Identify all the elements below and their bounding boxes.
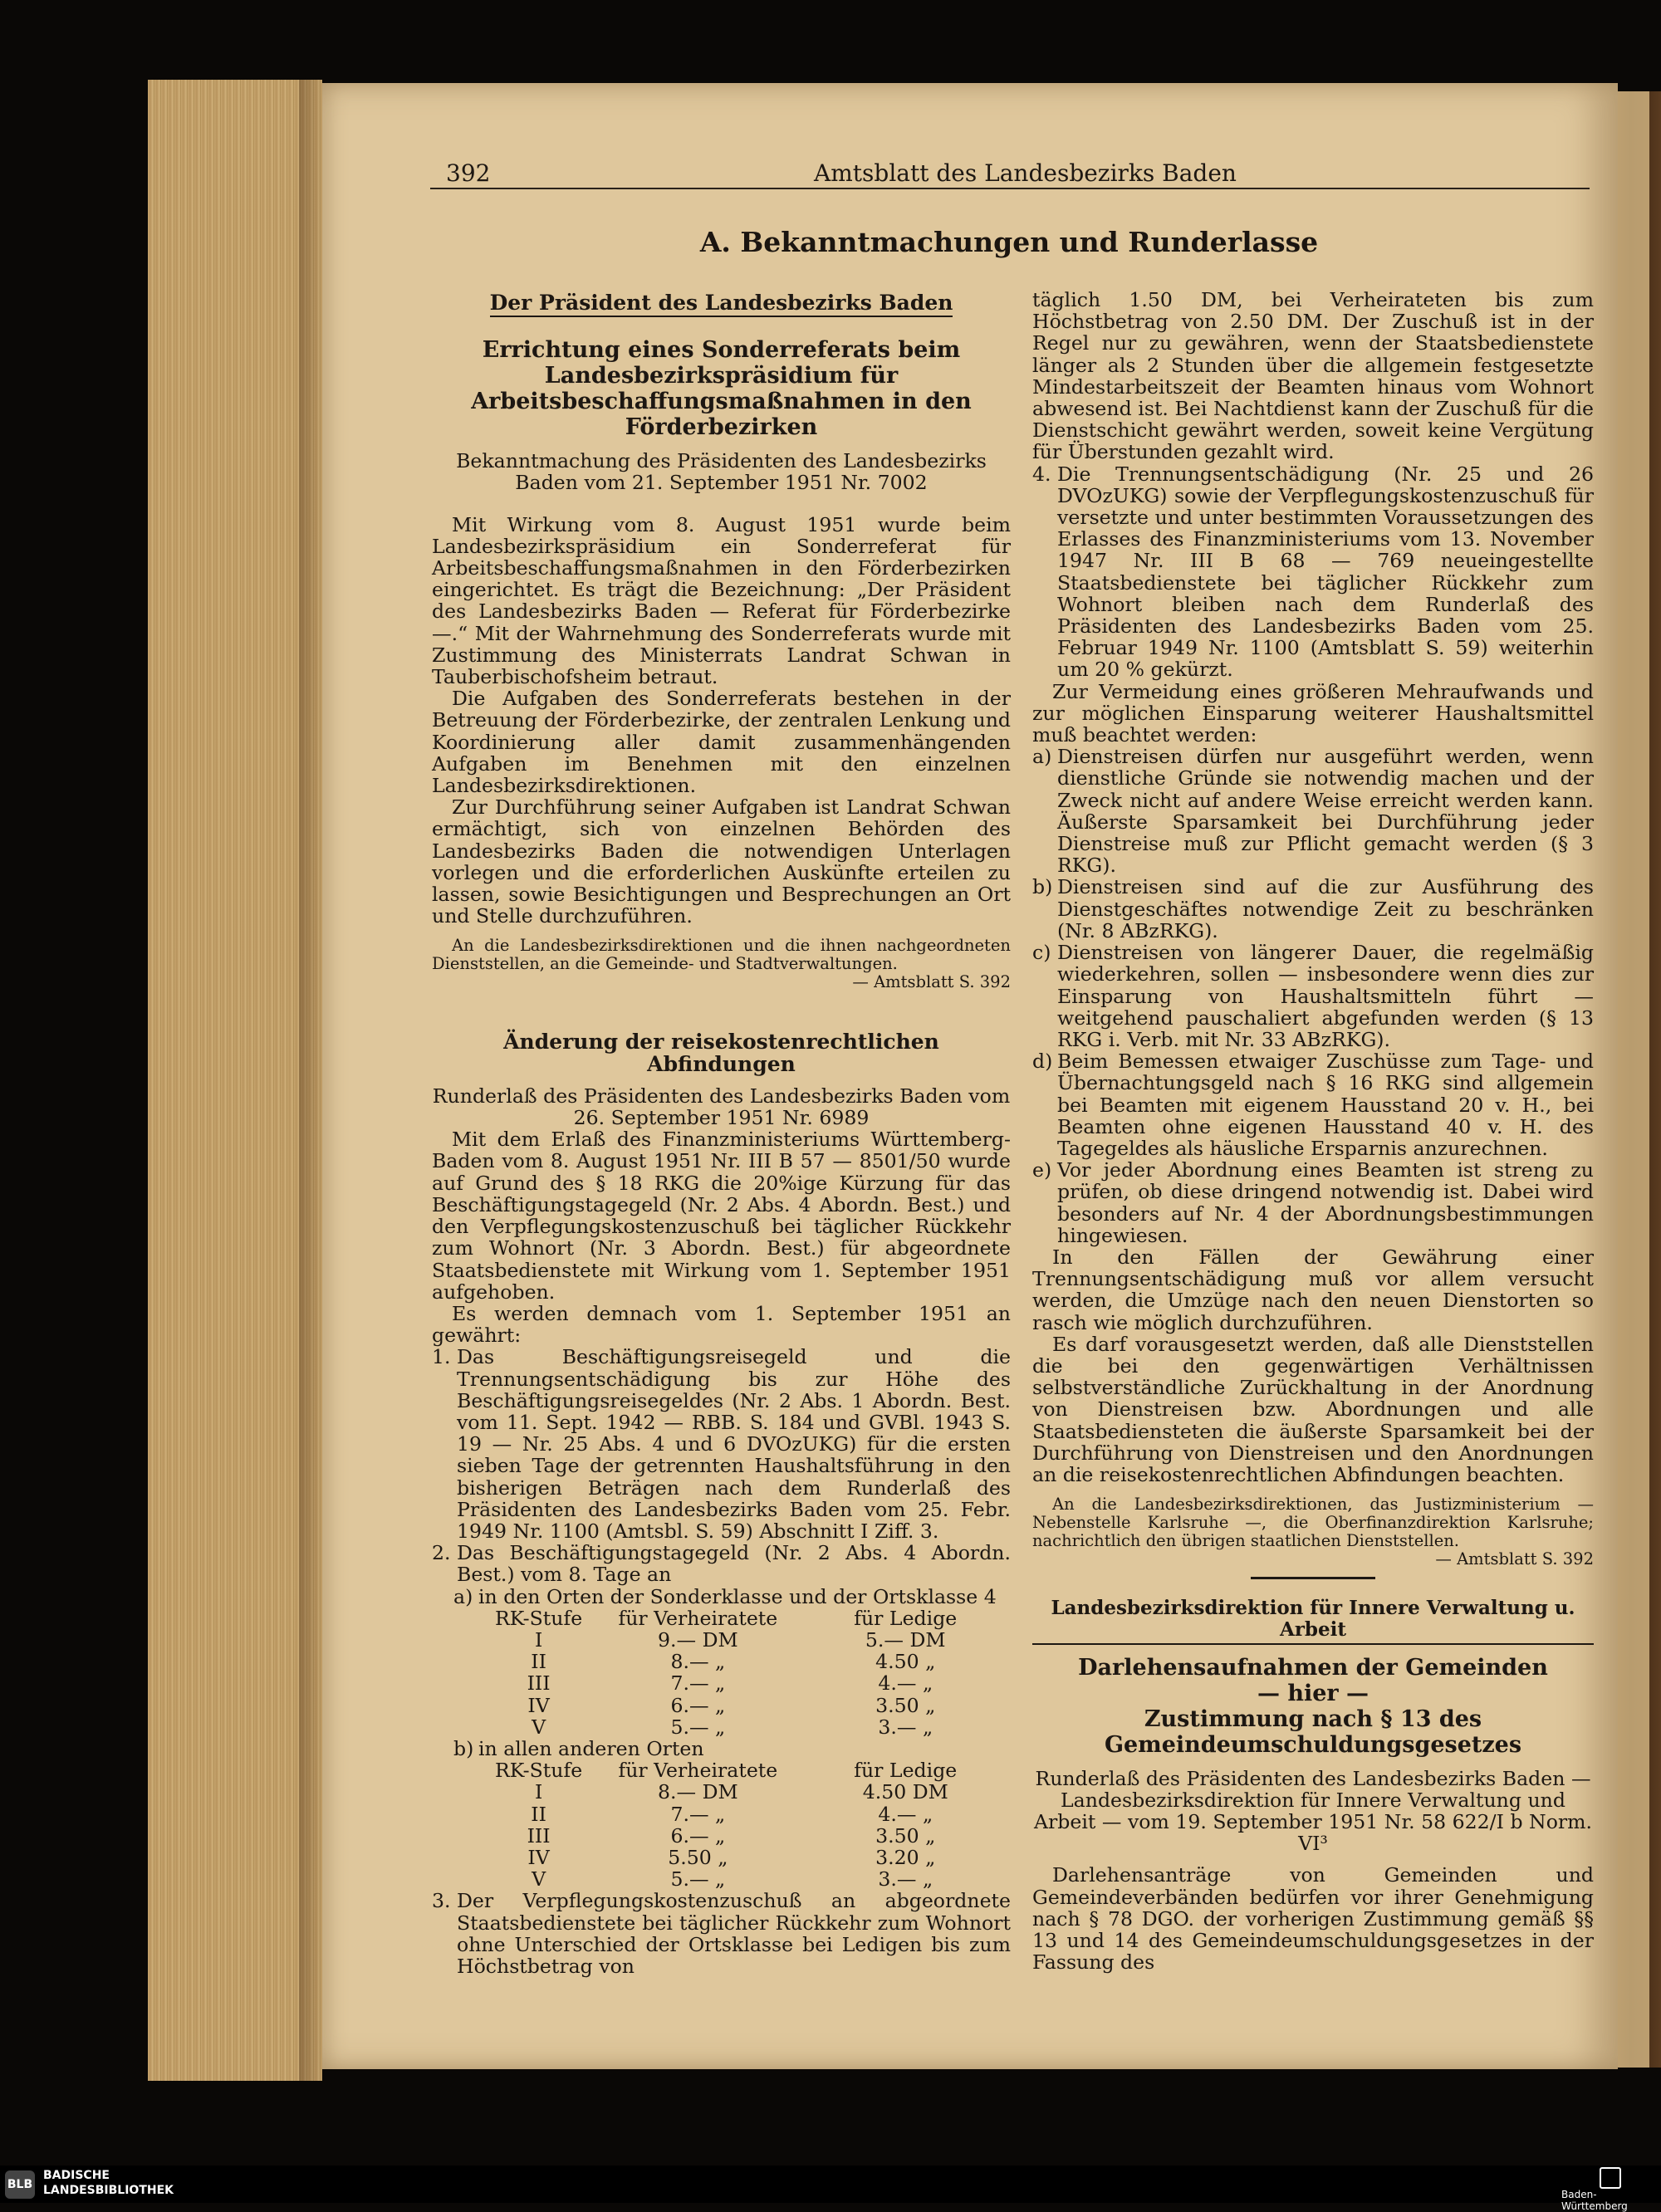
title-reisekosten: Änderung der reisekostenrechtlichen Abfindungen: [503, 1030, 939, 1076]
book-page-edges: [148, 80, 322, 2081]
running-title: Amtsblatt des Landesbezirks Baden: [814, 159, 1237, 187]
right-column: [1032, 289, 1594, 1973]
reference-note-1: — Amtsblatt S. 392: [852, 972, 1011, 992]
table-row: III 6.— „ 3.50 „: [527, 1823, 936, 1847]
table-row: III 7.— „ 4.— „: [527, 1671, 933, 1696]
reference-note-2: — Amtsblatt S. 392: [1435, 1549, 1594, 1569]
paragraph-8: Es darf vorausgesetzt werden, daß alle Dienststellen die bei den gegenwärtigen Verhältnissen selbstverständliche Zurückhaltung in der Anordnung von Dienstreisen bzw. Abordnungen und alle Staatsbediensteten die äußerste Sparsamkeit bei der Durchführung von Dienstreisen und den Anordnungen an die reisekostenrechtlichen Abfindungen beachten.: [1032, 1332, 1594, 1486]
state-name: Baden-Württemberg: [1561, 2189, 1628, 2212]
rule-item-c: c) Dienstreisen von längerer Dauer, die regelmäßig wiederkehren, sollen — insbesondere wenn dies zur Einsparung von Haushaltsmitteln führt — weitgehend pauschaliert abgefunden werden (§ 13 RKG i. Verb. mit Nr. 33 ABzRKG).: [1032, 941, 1594, 1051]
left-column: [432, 292, 1011, 1977]
table-row: V 5.— „ 3.— „: [532, 1867, 933, 1891]
adjacent-page-edge: [1616, 91, 1649, 2068]
rule-item-d: d) Beim Bemessen etwaiger Zuschüsse zum Tage- und Übernachtungsgeld nach § 16 RKG sind allgemein bei Beamten mit eigenem Hausstand 20 v. H., bei Beamten ohne eigenen Hausstand 40 v. H. des Tagegeldes als häusliche Ersparnis anzurechnen.: [1032, 1050, 1594, 1160]
table-row: I 8.— DM 4.50 DM: [534, 1780, 948, 1804]
paragraph-6: Zur Vermeidung eines größeren Mehraufwands und zur möglichen Einsparung weiterer Haushaltsmittel muß beachtet werden:: [1032, 679, 1594, 747]
list-item-2: 2. Das Beschäftigungstagegeld (Nr. 2 Abs. 4 Abordn. Best.) vom 8. Tage an: [432, 1541, 1011, 1587]
subtitle-runderlass-2: Runderlaß des Präsidenten des Landesbezirks Baden — Landesbezirksdirektion für Innere Verwaltung und Arbeit — vom 19. September 1951 Nr. 58 622/I b Norm. VI³: [1033, 1766, 1593, 1856]
rule-item-b: b) Dienstreisen sind auf die zur Ausführung des Dienstgeschäftes notwendige Zeit zu beschränken (Nr. 8 ABzRKG).: [1032, 875, 1594, 942]
table-row: IV 5.50 „ 3.20 „: [527, 1845, 936, 1869]
table-header-row: RK-Stufe für Verheiratete für Ledige: [495, 1606, 958, 1630]
spine-shadow: [299, 80, 324, 2081]
blb-logo: BLB: [5, 2170, 35, 2199]
main-heading: A. Bekanntmachungen und Runderlasse: [699, 226, 1319, 258]
rule-item-e: e) Vor jeder Abordnung eines Beamten ist streng zu prüfen, ob diese dringend notwendig ist. Dabei wird besonders auf Nr. 4 der Abordnungsbestimmungen hingewiesen.: [1032, 1158, 1594, 1247]
paragraph-5: Es werden demnach vom 1. September 1951 an gewährt:: [432, 1301, 1011, 1348]
distribution-note-2: An die Landesbezirksdirektionen, das Justizministerium — Nebenstelle Karlsruhe —, die Oberfinanzdirektion Karlsruhe; nachrichtlich den übrigen staatlichen Dienststellen.: [1032, 1495, 1594, 1551]
paragraph-3: Zur Durchführung seiner Aufgaben ist Landrat Schwan ermächtigt, sich von einzelnen Behörden des Landesbezirks Baden die notwendigen Unterlagen vorlegen und die erforderlichen Auskünfte erteilen zu lassen, sowie Besichtigungen und Besprechungen an Ort und Stelle durchzuführen.: [432, 795, 1011, 928]
subtitle-runderlass-1: Runderlaß des Präsidenten des Landesbezirks Baden vom 26. September 1951 Nr. 6989: [432, 1084, 1011, 1130]
table-row: II 8.— „ 4.50 „: [531, 1650, 936, 1674]
footer-bar: [0, 2166, 1661, 2203]
coat-of-arms-icon: [1600, 2167, 1621, 2189]
header-rule: [430, 188, 1590, 189]
paragraph-7: In den Fällen der Gewährung einer Trennungsentschädigung muß vor allem versucht werden, die Umzüge nach den neuen Dienstorten so rasch wie möglich durchzuführen.: [1032, 1245, 1594, 1334]
page-number: 392: [446, 159, 491, 187]
library-name-line2: LANDESBIBLIOTHEK: [43, 2184, 174, 2197]
title-darlehen: Darlehensaufnahmen der Gemeinden: [1078, 1654, 1548, 1681]
section-head-innere-verwaltung: Landesbezirksdirektion für Innere Verwaltung u. Arbeit: [1032, 1598, 1594, 1644]
list-item-1: 1. Das Beschäftigungsreisegeld und die Trennungsentschädigung bis zur Höhe des Beschäftigungsreisegeldes (Nr. 2 Abs. 1 Abordn. Best. vom 11. Sept. 1942 — RBB. S. 184 und GVBl. 1943 S. 19 — Nr. 25 Abs. 4 und 6 DVOzUKG) für die ersten sieben Tage der getrennten Haushaltsführung in den bisherigen Beträgen nach dem Runderlaß des Präsidenten des Landesbezirks Baden vom 25. Febr. 1949 Nr. 1100 (Amtsbl. S. 59) Abschnitt I Ziff. 3.: [432, 1345, 1011, 1543]
rule-item-a: a) Dienstreisen dürfen nur ausgeführt werden, wenn dienstliche Gründe sie notwendig machen und der Zweck nicht auf andere Weise erreicht werden kann. Äußerste Sparsamkeit bei Durchführung jeder Dienstreise muß zur Pflicht gemacht werden (§ 3 RKG).: [1032, 745, 1594, 878]
table-row: II 7.— „ 4.— „: [531, 1802, 933, 1826]
list-item-4: 4. Die Trennungsentschädigung (Nr. 25 und 26 DVOzUKG) sowie der Verpflegungskostenzuschuß für versetzte und unter bestimmten Voraussetzungen des Erlasses des Finanzministeriums vom 13. November 1947 Nr. III B 68 — 769 neueingestellte Staatsbedienstete bei täglicher Rückkehr zum Wohnort bleiben nach dem Runderlaß des Präsidenten des Landesbezirks Baden vom 25. Februar 1949 Nr. 1100 (Amtsblatt S. 59) weiterhin um 20 % gekürzt.: [1032, 462, 1594, 682]
rate-table-a: [482, 1608, 1011, 1738]
section-divider: [1251, 1577, 1375, 1579]
list-item-3: 3. Der Verpflegungskostenzuschuß an abgeordnete Staatsbedienstete bei täglicher Rückkehr zum Wohnort ohne Unterschied der Ortsklasse bei Ledigen bis zum Höchstbetrag von: [432, 1889, 1011, 1978]
paragraph-4: Mit dem Erlaß des Finanzministeriums Württemberg-Baden vom 8. August 1951 Nr. III B 57 — 8501/50 wurde auf Grund des § 18 RKG die 20%ige Kürzung für das Beschäftigungstagegeld (Nr. 2 Abs. 4 Abordn. Best.) und den Verpflegungskostenzuschuß bei täglicher Rückkehr zum Wohnort (Nr. 3 Abordn. Best.) für abgeordnete Staatsbedienstete mit Wirkung vom 1. September 1951 aufgehoben.: [432, 1128, 1011, 1304]
table-row: V 5.— „ 3.— „: [532, 1715, 933, 1739]
sub-item-a: a) in den Orten der Sonderklasse und der Ortsklasse 4: [453, 1584, 997, 1608]
title-hier: — hier —: [1257, 1680, 1369, 1706]
table-row: IV 6.— „ 3.50 „: [527, 1693, 936, 1717]
sub-item-b: b) in allen anderen Orten: [453, 1736, 704, 1760]
section-head-president: Der Präsident des Landesbezirks Baden: [432, 292, 1011, 317]
table-header-row: RK-Stufe für Verheiratete für Ledige: [495, 1759, 958, 1783]
distribution-note-1: An die Landesbezirksdirektionen und die ihnen nachgeordneten Dienststellen, an die Gemeinde- und Stadtverwaltungen.: [432, 936, 1011, 974]
title-sonderreferat: Errichtung eines Sonderreferats beim Landesbezirkspräsidium für Arbeitsbeschaffungsmaßnahmen in den Förderbezirken: [471, 337, 972, 441]
table-row: I 9.— DM 5.— DM: [534, 1627, 946, 1652]
continuation-paragraph: täglich 1.50 DM, bei Verheirateten bis zum Höchstbetrag von 2.50 DM. Der Zuschuß ist in der Regel nur zu gewähren, wenn der Staatsbedienstete länger als 2 Stunden über die allgemein festgesetzte Mindestarbeitszeit der Beamten hinaus vom Wohnort abwesend ist. Bei Nachtdienst kann der Zuschuß für die Dienstschicht gewährt werden, soweit keine Vergütung für Überstunden gezahlt wird.: [1032, 288, 1594, 464]
library-name-line1: BADISCHE: [43, 2169, 110, 2182]
paragraph-2: Die Aufgaben des Sonderreferats bestehen in der Betreuung der Förderbezirke, der zentralen Lenkung und Koordinierung aller damit zusammenhängenden Aufgaben im Benehmen mit den einzelnen Landesbezirksdirektionen.: [432, 687, 1011, 798]
rate-table-b: [482, 1759, 1011, 1890]
paragraph-1: Mit Wirkung vom 8. August 1951 wurde beim Landesbezirkspräsidium ein Sonderreferat für Arbeitsbeschaffungsmaßnahmen in den Förderbezirken eingerichtet. Es trägt die Bezeichnung: „Der Präsident des Landesbezirks Baden — Referat für Förderbezirke —.“ Mit der Wahrnehmung des Sonderreferats wurde mit Zustimmung des Ministerrats Landrat Schwan in Tauberbischofsheim betraut.: [432, 512, 1011, 689]
paragraph-9: Darlehensanträge von Gemeinden und Gemeindeverbänden bedürfen vor ihrer Genehmigung nach § 78 DGO. der vorherigen Zustimmung gemäß §§ 13 und 14 des Gemeindeumschuldungsgesetzes in der Fassung des: [1032, 1863, 1594, 1975]
subtitle-bekanntmachung: Bekanntmachung des Präsidenten des Landesbezirks Baden vom 21. September 1951 Nr. 7002: [456, 449, 987, 495]
title-zustimmung: Zustimmung nach § 13 des Gemeindeumschuldungsgesetzes: [1104, 1705, 1522, 1758]
